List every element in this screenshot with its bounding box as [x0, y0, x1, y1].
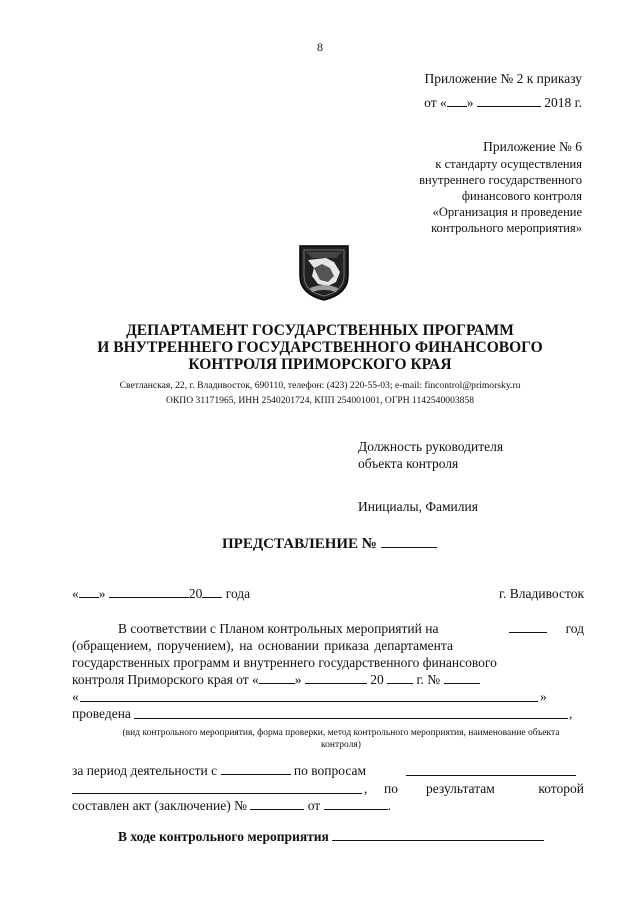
recipient-name: Инициалы, Фамилия: [358, 499, 478, 514]
department-address: Светланская, 22, г. Владивосток, 690110, телефон: (423) 220-55-03; e-mail: fincontrol@primorsky.ru: [119, 380, 521, 391]
appendix2-year: 2018 г.: [544, 95, 582, 110]
paragraph-text: »: [294, 672, 302, 687]
paragraph-line: [118, 620, 438, 637]
paragraph-text: контроля Приморского края от «: [72, 672, 259, 687]
field-note: (вид контрольного мероприятия, форма проверки, метод контрольного мероприятия, наименование объекта контроля): [122, 728, 560, 750]
paragraph-text: от: [307, 798, 321, 813]
questions-blank: [406, 775, 576, 776]
appendix2-line2: [424, 94, 582, 112]
paragraph-text: ,: [569, 706, 573, 721]
appendix6-line: внутреннего государственного: [419, 173, 582, 187]
date-year-word: года: [225, 586, 251, 601]
paragraph-text: за период деятельности с: [72, 763, 218, 778]
paragraph-text: по: [384, 781, 398, 796]
paragraph-text: .: [387, 798, 391, 813]
paragraph-close-quote: »: [540, 689, 547, 704]
questions-blank-2: [72, 793, 362, 794]
paragraph-text: ,: [364, 781, 368, 796]
recipient-position-line2: объекта контроля: [358, 456, 459, 471]
date-open-quote: «: [72, 586, 79, 601]
department-line: И ВНУТРЕННЕГО ГОСУДАРСТВЕННОГО ФИНАНСОВОГО: [97, 339, 543, 356]
conducted-blank: [134, 718, 568, 719]
city: г. Владивосток: [499, 586, 584, 601]
paragraph-text: год: [565, 621, 584, 636]
coat-of-arms-emblem: [296, 242, 352, 302]
paragraph-line: [72, 797, 391, 814]
appendix6-line: контрольного мероприятия»: [431, 221, 582, 235]
document-title: [222, 534, 437, 553]
paragraph-text: которой: [538, 781, 584, 796]
paragraph-line: [72, 762, 366, 779]
paragraph-text: 20: [370, 672, 384, 687]
paragraph-text: В ходе контрольного мероприятия: [118, 829, 329, 844]
appendix6-line: «Организация и проведение: [432, 205, 582, 219]
recipient-position-line1: Должность руководителя: [358, 439, 504, 454]
paragraph-line: [118, 828, 544, 845]
appendix6-title: Приложение № 6: [483, 139, 582, 154]
department-codes: ОКПО 31171965, ИНН 2540201724, КПП 254001001, ОГРН 1142540003858: [165, 395, 475, 406]
appendix2-line1: Приложение № 2 к приказу: [424, 71, 582, 86]
date-close-quote: »: [98, 586, 106, 601]
subject-blank: [80, 701, 538, 702]
appendix2-from: от «: [424, 95, 447, 110]
date-line: [72, 585, 250, 602]
appendix2-mid: »: [466, 95, 474, 110]
date-century: 20: [188, 586, 203, 601]
paragraph-text: по вопросам: [293, 763, 367, 778]
paragraph-text: результатам: [426, 781, 495, 796]
page-number: 8: [317, 40, 323, 54]
document-title-text: ПРЕДСТАВЛЕНИЕ №: [222, 536, 377, 552]
paragraph-line: государственных программ и внутреннего государственного финансового: [72, 655, 497, 670]
appendix6-line: финансового контроля: [461, 189, 582, 203]
paragraph-line: [72, 671, 480, 688]
paragraph-text: составлен акт (заключение) №: [72, 798, 247, 813]
department-line: ДЕПАРТАМЕНТ ГОСУДАРСТВЕННЫХ ПРОГРАММ: [126, 322, 514, 339]
department-line: КОНТРОЛЯ ПРИМОРСКОГО КРАЯ: [188, 356, 452, 373]
paragraph-open-quote: «: [72, 689, 79, 704]
paragraph-line: проведена: [72, 706, 131, 721]
appendix6-line: к стандарту осуществления: [435, 157, 582, 171]
year-blank: [509, 632, 547, 633]
paragraph-text: В соответствии с Планом контрольных мероприятий на: [118, 621, 439, 636]
paragraph-line: (обращением, поручением), на основании приказа департамента: [72, 638, 453, 653]
paragraph-text: г. №: [416, 672, 441, 687]
